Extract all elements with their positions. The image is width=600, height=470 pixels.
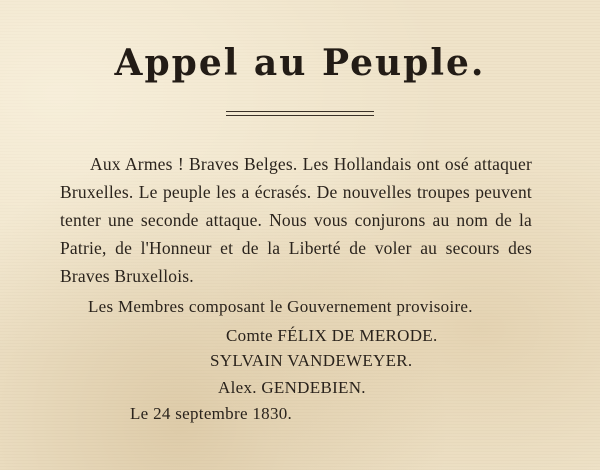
signatory-merode: Comte FÉLIX DE MERODE. — [226, 326, 438, 345]
signatory-vandeweyer: SYLVAIN VANDEWEYER. — [210, 351, 413, 370]
members-line: Les Membres composant le Gouvernement provisoire. — [88, 297, 473, 316]
proclamation-body: Aux Armes ! Braves Belges. Les Hollandais ont osé attaquer Bruxelles. Le peuple les a écrasés. De nouvelles troupes peuvent tenter une seconde attaque. Nous vous conjurons au nom de la Patrie, de l'Honneur et de la Liberté de voler au secours des Braves Bruxellois. — [60, 154, 532, 286]
document-date: Le 24 septembre 1830. — [130, 404, 293, 423]
signatory-gendebien: Alex. GENDEBIEN. — [218, 378, 366, 397]
title-divider — [226, 111, 374, 116]
document-title: Appel au Peuple. — [114, 42, 486, 84]
